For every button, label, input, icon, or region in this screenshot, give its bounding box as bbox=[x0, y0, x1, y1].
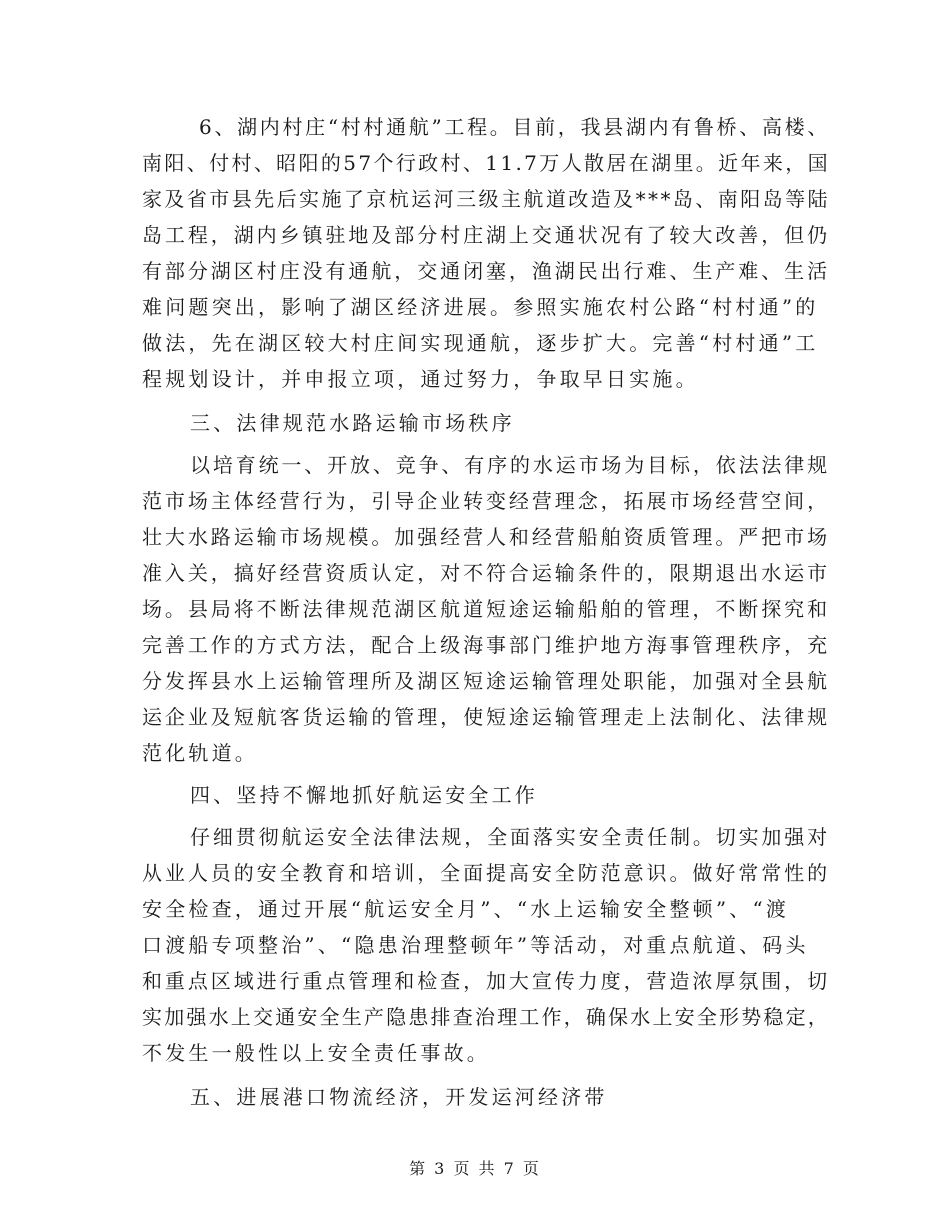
text-line: 范化轨道。 bbox=[142, 741, 258, 765]
text-line: 完善工作的方式方法，配合上级海事部门维护地方海事管理秩序，充 bbox=[142, 633, 830, 657]
text-line: 家及省市县先后实施了京杭运河三级主航道改造及***岛、南阳岛等陆 bbox=[142, 187, 830, 211]
text-line: 分发挥县水上运输管理所及湖区短途运输管理处职能，加强对全县航 bbox=[142, 669, 830, 693]
text-line: 难问题突出，影响了湖区经济进展。参照实施农村公路“村村通”的 bbox=[142, 295, 819, 319]
text-line: 范市场主体经营行为，引导企业转变经营理念，拓展市场经营空间， bbox=[142, 489, 830, 513]
text-line: 南阳、付村、昭阳的57个行政村、11.7万人散居在湖里。近年来，国 bbox=[142, 151, 830, 175]
text-line: 安全检查，通过开展“航运安全月”、“水上运输安全整顿”、“渡 bbox=[142, 897, 790, 921]
text-line: 实加强水上交通安全生产隐患排查治理工作，确保水上安全形势稳定， bbox=[142, 1005, 830, 1029]
text-line: 做法，先在湖区较大村庄间实现通航，逐步扩大。完善“村村通”工 bbox=[142, 331, 819, 355]
text-line: 不发生一般性以上安全责任事故。 bbox=[142, 1041, 490, 1065]
page-number: 第 3 页 共 7 页 bbox=[409, 1159, 541, 1178]
text-line: 运企业及短航客货运输的管理，使短途运输管理走上法制化、法律规 bbox=[142, 705, 830, 729]
text-line: 从业人员的安全教育和培训，全面提高安全防范意识。做好常常性的 bbox=[142, 861, 830, 885]
text-line: 仔细贯彻航运安全法律法规，全面落实安全责任制。切实加强对 bbox=[190, 825, 830, 849]
text-line: 场。县局将不断法律规范湖区航道短途运输船舶的管理，不断探究和 bbox=[142, 597, 830, 621]
text-line: 壮大水路运输市场规模。加强经营人和经营船舶资质管理。严把市场 bbox=[142, 525, 830, 549]
text-line: 口渡船专项整治”、“隐患治理整顿年”等活动，对重点航道、码头 bbox=[142, 933, 809, 957]
text-line: 程规划设计，并申报立项，通过努力，争取早日实施。 bbox=[142, 367, 699, 391]
text-line: 岛工程，湖内乡镇驻地及部分村庄湖上交通状况有了较大改善，但仍 bbox=[142, 223, 830, 247]
text-line: 以培育统一、开放、竞争、有序的水运市场为目标，依法法律规 bbox=[190, 453, 830, 477]
text-line: 准入关，搞好经营资质认定，对不符合运输条件的，限期退出水运市 bbox=[142, 561, 830, 585]
section-heading: 三、法律规范水路运输市场秩序 bbox=[190, 411, 515, 435]
section-heading: 四、坚持不懈地抓好航运安全工作 bbox=[190, 783, 538, 807]
text-line: 6、湖内村庄“村村通航”工程。目前，我县湖内有鲁桥、高楼、 bbox=[190, 115, 830, 139]
section-heading: 五、进展港口物流经济，开发运河经济带 bbox=[190, 1085, 608, 1109]
text-line: 有部分湖区村庄没有通航，交通闭塞，渔湖民出行难、生产难、生活 bbox=[142, 259, 830, 283]
text-line: 和重点区域进行重点管理和检查，加大宣传力度，营造浓厚氛围，切 bbox=[142, 969, 830, 993]
